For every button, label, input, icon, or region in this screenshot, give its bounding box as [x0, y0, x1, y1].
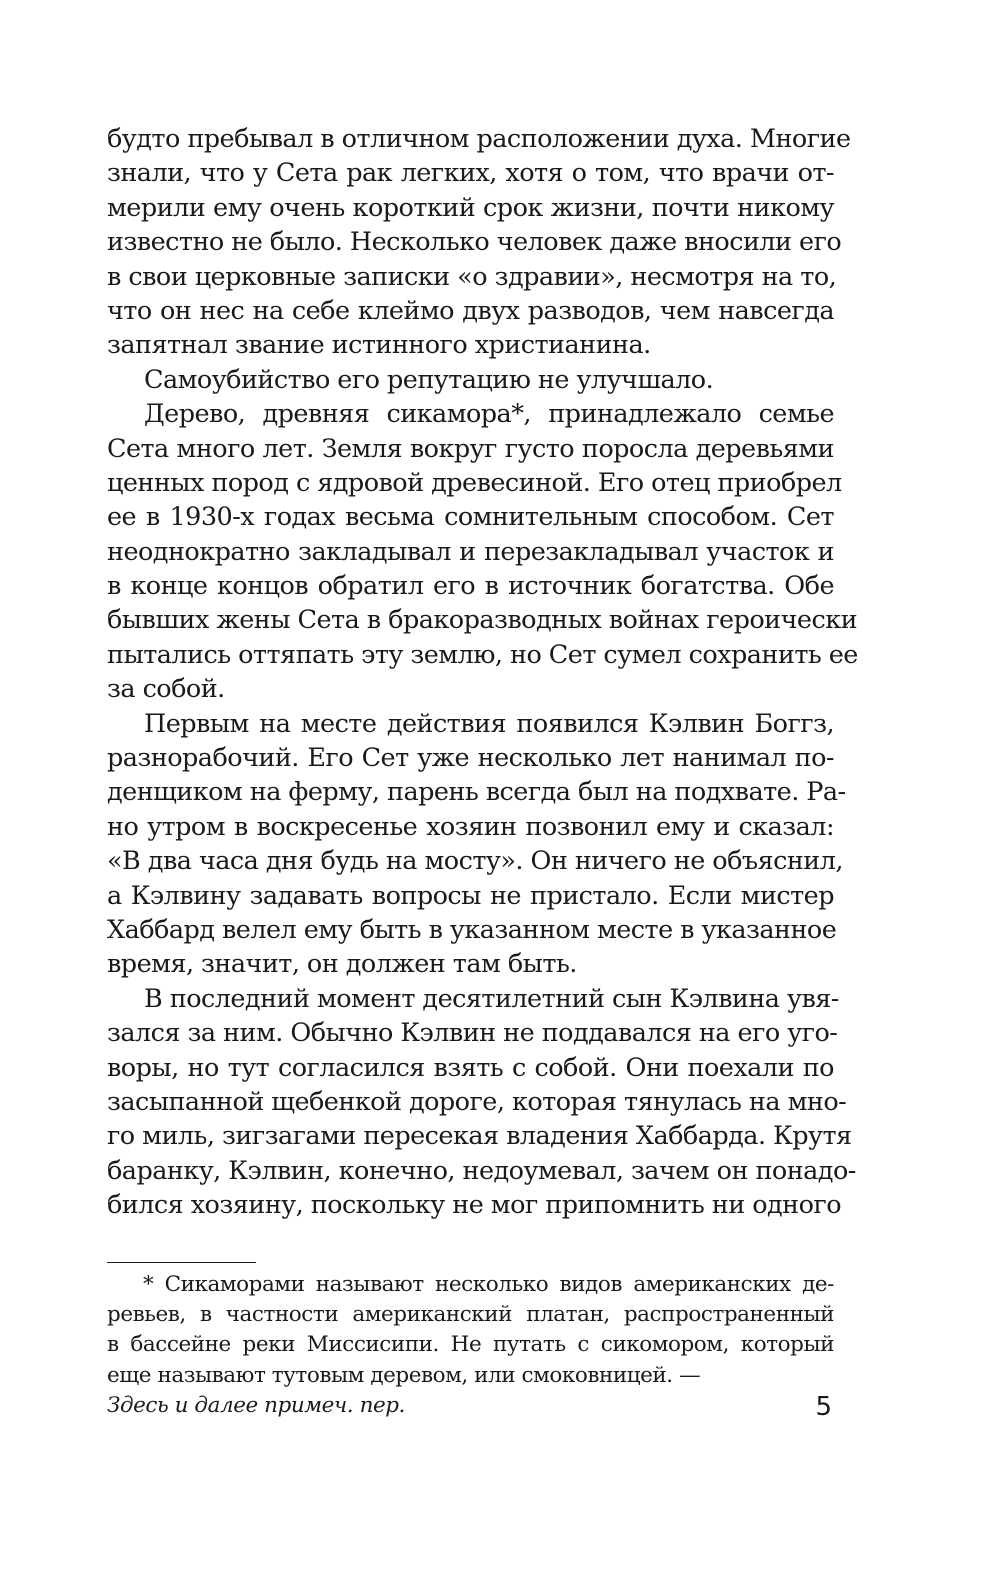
text-line: Хаббард велел ему быть в указанном месте в указанное	[107, 914, 837, 945]
text-line: разнорабочий. Его Сет уже несколько лет нанимал по-	[107, 743, 834, 774]
text-line: в конце концов обратил его в источник богатства. Обе	[107, 571, 834, 602]
text-line: бился хозяину, поскольку не мог припомнить ни одного	[107, 1190, 842, 1221]
text-line: знали, что у Сета рак легких, хотя о том, что врачи от-	[107, 158, 834, 189]
text-line: в свои церковные записки «о здравии», несмотря на то,	[107, 261, 837, 292]
text-line: «В два часа дня будь на мосту». Он ничего не объяснил,	[107, 846, 843, 877]
page-number: 5	[815, 1392, 832, 1422]
text-line: но утром в воскресенье хозяин позвонил ему и сказал:	[107, 811, 834, 842]
text-line: что он нес на себе клеймо двух разводов, чем навсегда	[107, 295, 834, 326]
text-line: неоднократно закладывал и перезакладывал участок и	[107, 536, 834, 567]
footnote-line: ревьев, в частности американский платан, распространенный	[107, 1302, 834, 1328]
text-line: В последний момент десятилетний сын Кэлвина увя-	[144, 983, 839, 1014]
footnote-divider	[107, 1262, 256, 1263]
text-line: известно не было. Несколько человек даже вносили его	[107, 227, 842, 258]
footnote	[107, 1270, 834, 1421]
text-line: Дерево, древняя сикамора*, принадлежало семье	[144, 399, 834, 430]
text-line: ее в 1930-х годах весьма сомнительным способом. Сет	[107, 502, 834, 533]
text-line: баранку, Кэлвин, конечно, недоумевал, зачем он понадо-	[107, 1155, 856, 1186]
text-line: пытались оттяпать эту землю, но Сет сумел сохранить ее	[107, 639, 858, 670]
text-line: денщиком на ферму, парень всегда был на подхвате. Ра-	[107, 777, 846, 808]
footnote-line: в бассейне реки Миссисипи. Не путать с сикомором, который	[107, 1332, 834, 1358]
footnote-line: еще называют тутовым деревом, или смоковницей. —	[107, 1362, 701, 1388]
text-line: время, значит, он должен там быть.	[107, 949, 577, 980]
text-line: ценных пород с ядровой древесиной. Его отец приобрел	[107, 467, 842, 498]
text-line: воры, но тут согласился взять с собой. Они поехали по	[107, 1052, 834, 1083]
text-line: го миль, зигзагами пересекая владения Хаббарда. Крутя	[107, 1121, 852, 1152]
text-line: зался за ним. Обычно Кэлвин не поддавался на его уго-	[107, 1018, 838, 1049]
footnote-line: Здесь и далее примеч. пер.	[107, 1392, 405, 1418]
text-line: мерили ему очень короткий срок жизни, почти никому	[107, 192, 834, 223]
text-line: бывших жены Сета в бракоразводных войнах героически	[107, 605, 858, 636]
text-line: засыпанной щебенкой дороге, которая тянулась на мно-	[107, 1086, 847, 1117]
text-line: а Кэлвину задавать вопросы не пристало. Если мистер	[107, 880, 834, 911]
text-line: Сета много лет. Земля вокруг густо поросла деревьями	[107, 433, 834, 464]
body-text	[107, 122, 858, 1223]
text-line: за собой.	[107, 674, 225, 705]
text-line: будто пребывал в отличном расположении духа. Многие	[107, 124, 851, 154]
text-line: Первым на месте действия появился Кэлвин Боггз,	[144, 708, 834, 739]
footnote-line: * Сикаморами называют несколько видов американских де-	[143, 1272, 834, 1297]
text-line: Самоубийство его репутацию не улучшало.	[144, 364, 714, 395]
text-line: запятнал звание истинного христианина.	[107, 330, 651, 361]
